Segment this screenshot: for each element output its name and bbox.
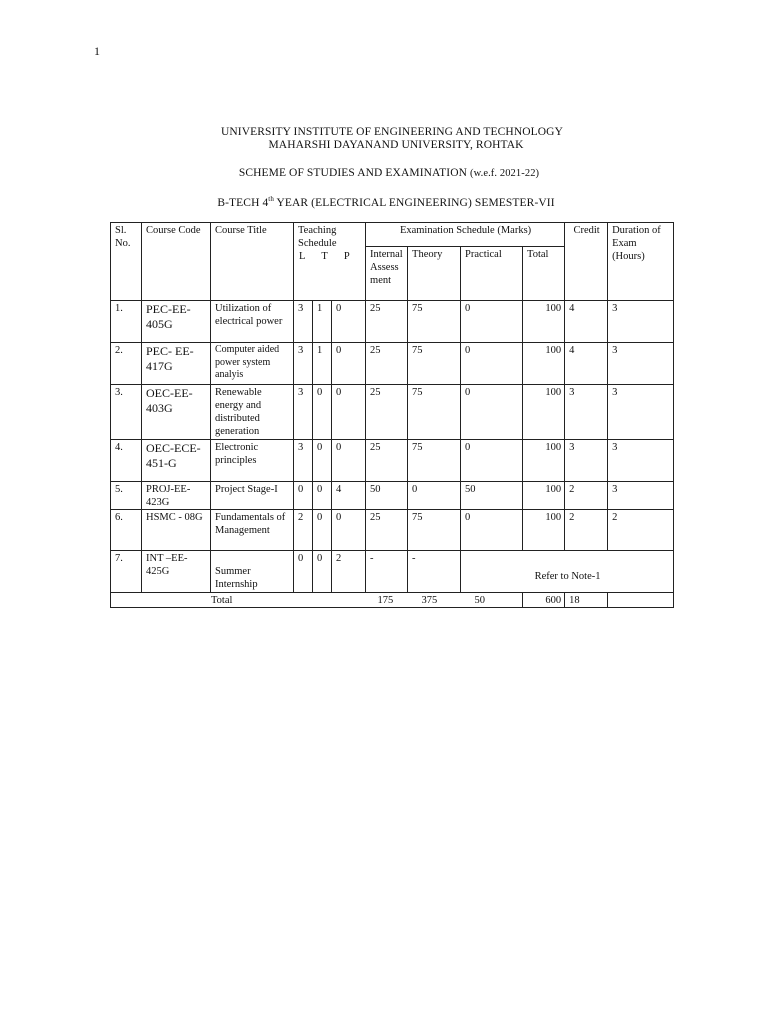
cell-sl: 7. [111,551,142,593]
cell-practical: 0 [461,385,523,440]
cell-internal: - [366,551,408,593]
table-row [111,385,674,440]
semester-title [2,195,768,209]
total-duration [608,593,674,608]
cell-sl: 1. [111,301,142,343]
header-l: L [299,251,306,262]
header-t: T [321,251,328,262]
cell-title: Computer aided power system analyis [211,343,294,385]
cell-l: 2 [294,510,313,551]
cell-l: 0 [294,551,313,593]
cell-duration: 3 [608,343,674,385]
total-internal: 175 [366,593,408,608]
cell-practical: 0 [461,343,523,385]
header-practical: Practical [461,247,523,301]
table-row [111,343,674,385]
cell-l: 0 [294,482,313,510]
scheme-title-wef: (w.e.f. 2021-22) [470,168,540,179]
header-credit: Credit [565,223,608,301]
cell-theory: 0 [408,482,461,510]
cell-refer-note: Refer to Note-1 [461,551,674,593]
institute-title: UNIVERSITY INSTITUTE OF ENGINEERING AND TECHNOLOGY [221,126,563,138]
semester-title-sup: th [268,195,274,203]
cell-sl: 6. [111,510,142,551]
cell-title: Project Stage-I [211,482,294,510]
header-total: Total [523,247,565,301]
cell-p: 0 [332,343,366,385]
cell-title: Fundamentals of Management [211,510,294,551]
scheme-table [110,222,674,608]
cell-duration: 3 [608,385,674,440]
cell-practical: 0 [461,440,523,482]
cell-total: 100 [523,440,565,482]
cell-credit: 3 [565,440,608,482]
cell-p: 0 [332,440,366,482]
total-practical: 50 [461,593,523,608]
cell-duration: 3 [608,440,674,482]
cell-credit: 2 [565,482,608,510]
cell-total: 100 [523,510,565,551]
table-row [111,551,674,593]
cell-t: 1 [313,343,332,385]
cell-internal: 50 [366,482,408,510]
cell-code: PEC- EE-417G [142,343,211,385]
cell-t: 1 [313,301,332,343]
total-label: Total [111,593,366,608]
cell-credit: 4 [565,301,608,343]
cell-title: Electronic principles [211,440,294,482]
table-row [111,301,674,343]
cell-theory: 75 [408,301,461,343]
total-theory: 375 [408,593,461,608]
header-teaching-schedule [294,223,366,301]
cell-total: 100 [523,482,565,510]
cell-internal: 25 [366,343,408,385]
cell-practical: 0 [461,510,523,551]
cell-l: 3 [294,301,313,343]
scheme-title-main: SCHEME OF STUDIES AND EXAMINATION [238,167,470,179]
cell-code: HSMC - 08G [142,510,211,551]
table-row [111,482,674,510]
cell-theory: 75 [408,440,461,482]
header-theory: Theory [408,247,461,301]
cell-internal: 25 [366,440,408,482]
cell-practical: 50 [461,482,523,510]
cell-code: PROJ-EE-423G [142,482,211,510]
cell-t: 0 [313,551,332,593]
cell-t: 0 [313,385,332,440]
cell-p: 2 [332,551,366,593]
cell-t: 0 [313,440,332,482]
cell-sl: 3. [111,385,142,440]
cell-title: Renewable energy and distributed generation [211,385,294,440]
header-internal: Internal Assess ment [366,247,408,301]
total-credit: 18 [565,593,608,608]
cell-practical: 0 [461,301,523,343]
cell-credit: 2 [565,510,608,551]
cell-p: 0 [332,385,366,440]
cell-code: OEC-EE-403G [142,385,211,440]
header-ltp [298,250,362,263]
cell-p: 4 [332,482,366,510]
cell-code: PEC-EE-405G [142,301,211,343]
cell-credit: 4 [565,343,608,385]
header-course-code: Course Code [142,223,211,301]
header-duration: Duration of Exam (Hours) [608,223,674,301]
cell-l: 3 [294,343,313,385]
cell-sl: 5. [111,482,142,510]
total-total: 600 [523,593,565,608]
table-row [111,510,674,551]
page-number: 1 [94,44,100,58]
cell-sl: 4. [111,440,142,482]
cell-total: 100 [523,301,565,343]
cell-theory: 75 [408,343,461,385]
semester-title-pre: B-TECH 4 [217,197,269,209]
header-p: P [343,251,350,262]
cell-p: 0 [332,510,366,551]
cell-code: OEC-ECE-451-G [142,440,211,482]
header-exam-schedule: Examination Schedule (Marks) [366,223,565,247]
cell-internal: 25 [366,385,408,440]
cell-duration: 3 [608,482,674,510]
cell-total: 100 [523,385,565,440]
cell-t: 0 [313,510,332,551]
cell-code: INT –EE-425G [142,551,211,593]
cell-theory: - [408,551,461,593]
cell-duration: 2 [608,510,674,551]
header-sl-no: Sl. No. [111,223,142,301]
header-teaching-label: Teaching Schedule [298,225,337,249]
university-title: MAHARSHI DAYANAND UNIVERSITY, ROHTAK [268,139,524,151]
cell-internal: 25 [366,510,408,551]
scheme-title [5,167,768,179]
header-course-title: Course Title [211,223,294,301]
cell-internal: 25 [366,301,408,343]
cell-title: Summer Internship [211,551,294,593]
cell-credit: 3 [565,385,608,440]
cell-total: 100 [523,343,565,385]
total-row [111,593,674,608]
cell-l: 3 [294,440,313,482]
cell-p: 0 [332,301,366,343]
table-row [111,440,674,482]
header-row-1 [111,223,674,247]
cell-duration: 3 [608,301,674,343]
cell-l: 3 [294,385,313,440]
cell-sl: 2. [111,343,142,385]
cell-t: 0 [313,482,332,510]
cell-theory: 75 [408,385,461,440]
semester-title-post: YEAR (ELECTRICAL ENGINEERING) SEMESTER-VII [273,197,555,209]
cell-title: Utilization of electrical power [211,301,294,343]
cell-theory: 75 [408,510,461,551]
